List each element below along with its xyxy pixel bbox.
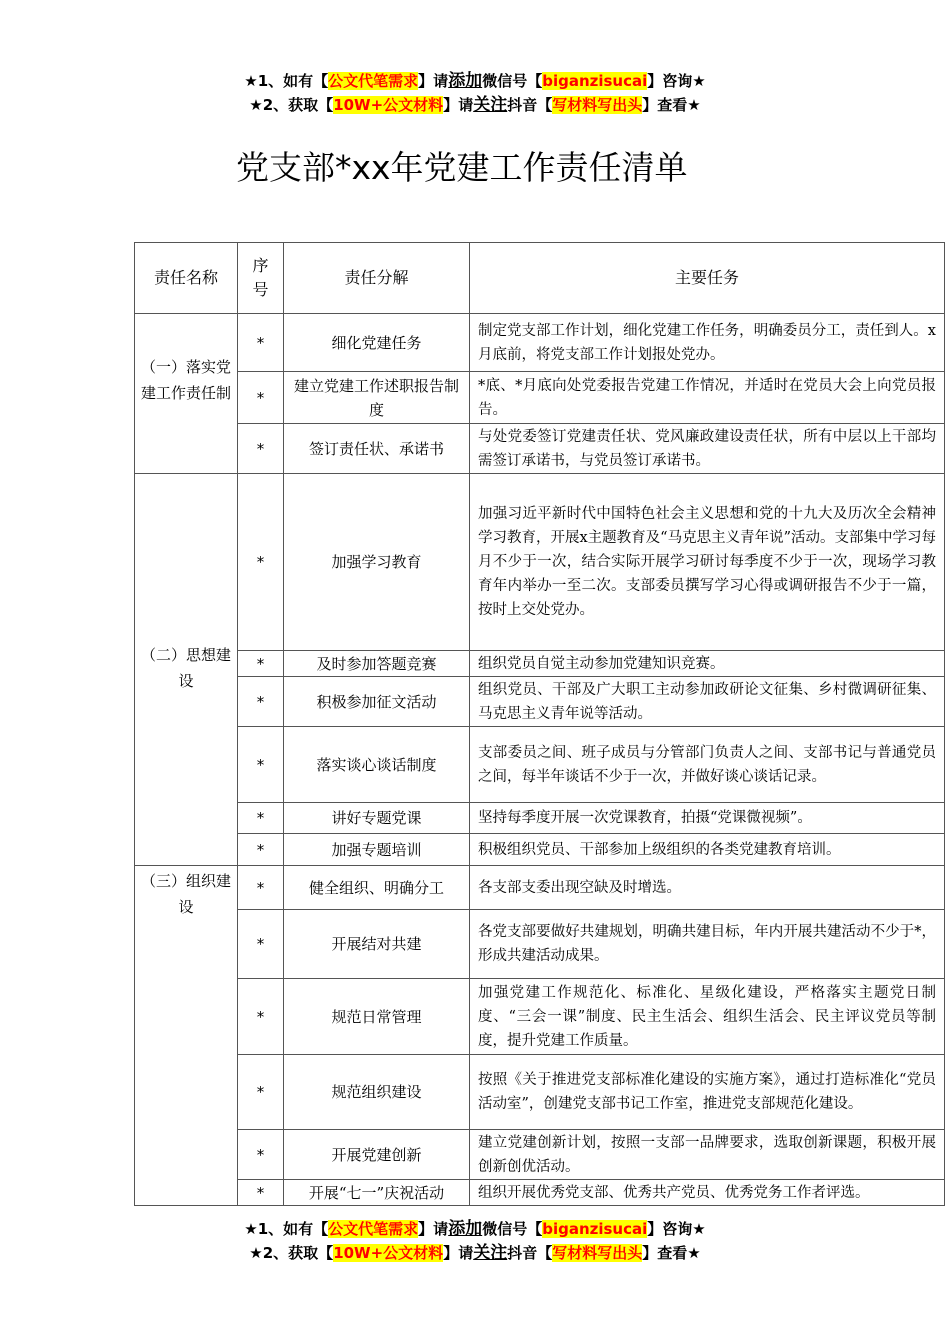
sub-cell: 开展党建创新 [284, 1130, 470, 1180]
banner-text: 抖音【 [507, 96, 553, 114]
table-row [135, 979, 945, 1055]
banner-emphasis: 关注 [473, 1243, 508, 1263]
banner-text: 】咨询★ [647, 1220, 706, 1238]
sub-cell: 积极参加征文活动 [284, 677, 470, 727]
banner-emphasis: 关注 [473, 95, 508, 115]
task-cell: 组织开展优秀党支部、优秀共产党员、优秀党务工作者评选。 [470, 1180, 945, 1206]
banner-text: ★2、获取【 [249, 96, 334, 114]
task-cell: 按照《关于推进党支部标准化建设的实施方案》，通过打造标准化“党员活动室”，创建党支部书记工作室，推进党支部规范化建设。 [470, 1055, 945, 1130]
table-row [135, 424, 945, 474]
number-cell: * [238, 474, 284, 651]
banner-text: 】查看★ [642, 1244, 701, 1262]
number-cell: * [238, 677, 284, 727]
table-row [135, 651, 945, 677]
number-cell: * [238, 834, 284, 866]
task-cell: 支部委员之间、班子成员与分管部门负责人之间、支部书记与普通党员之间，每半年谈话不少于一次，并做好谈心谈话记录。 [470, 727, 945, 803]
number-cell: * [238, 1130, 284, 1180]
number-cell: * [238, 910, 284, 979]
banner-text: ★1、如有【 [244, 72, 329, 90]
task-cell: 坚持每季度开展一次党课教育，拍摄“党课微视频”。 [470, 803, 945, 834]
banner-text: 微信号【 [482, 1220, 543, 1238]
table-row [135, 910, 945, 979]
sub-cell: 细化党建任务 [284, 314, 470, 372]
task-cell: 加强习近平新时代中国特色社会主义思想和党的十九大及历次全会精神学习教育，开展x主题教育及“马克思主义青年说”活动。支部集中学习每月不少于一次，结合实际开展学习研讨每季度不少于一次，现场学习教育年内举办一至二次。支部委员撰写学习心得或调研报告不少于一篇，按时上交处党办。 [470, 474, 945, 651]
header-number: 序号 [238, 243, 284, 314]
banner-text: 】查看★ [642, 96, 701, 114]
sub-cell: 加强学习教育 [284, 474, 470, 651]
number-cell: * [238, 979, 284, 1055]
header-category: 责任名称 [135, 243, 238, 314]
banner-highlight: 公文代笔需求 [328, 1220, 419, 1238]
banner-highlight: 公文代笔需求 [328, 72, 419, 90]
number-cell: * [238, 727, 284, 803]
table-row [135, 677, 945, 727]
number-cell: * [238, 1180, 284, 1206]
number-cell: * [238, 803, 284, 834]
banner-text: 微信号【 [482, 72, 543, 90]
task-cell: *底、*月底向处党委报告党建工作情况，并适时在党员大会上向党员报告。 [470, 372, 945, 424]
sub-cell: 加强专题培训 [284, 834, 470, 866]
table-row [135, 372, 945, 424]
banner-highlight: biganzisucai [542, 72, 648, 90]
sub-cell: 规范组织建设 [284, 1055, 470, 1130]
top-banner-line2 [0, 94, 950, 116]
task-cell: 各党支部要做好共建规划，明确共建目标，年内开展共建活动不少于*，形成共建活动成果。 [470, 910, 945, 979]
banner-highlight: biganzisucai [542, 1220, 648, 1238]
bottom-banner-line2 [0, 1242, 950, 1264]
banner-text: 】请 [418, 72, 449, 90]
task-cell: 加强党建工作规范化、标准化、星级化建设，严格落实主题党日制度、“三会一课”制度、民主生活会、组织生活会、民主评议党员等制度，提升党建工作质量。 [470, 979, 945, 1055]
banner-highlight: 写材料写出头 [552, 1244, 643, 1262]
banner-text: 】请 [443, 1244, 474, 1262]
sub-cell: 开展结对共建 [284, 910, 470, 979]
sub-cell: 开展“七一”庆祝活动 [284, 1180, 470, 1206]
table-row [135, 1180, 945, 1206]
table-row [135, 866, 945, 910]
number-cell: * [238, 314, 284, 372]
top-banner-line1 [0, 70, 950, 92]
table-row [135, 1055, 945, 1130]
table-row [135, 314, 945, 372]
category-cell: （一）落实党建工作责任制 [135, 314, 238, 474]
banner-text: 抖音【 [507, 1244, 553, 1262]
number-cell: * [238, 866, 284, 910]
category-cell: （二）思想建设 [135, 474, 238, 866]
table-row [135, 803, 945, 834]
banner-text: 】咨询★ [647, 72, 706, 90]
header-task: 主要任务 [470, 243, 945, 314]
task-cell: 与处党委签订党建责任状、党风廉政建设责任状，所有中层以上干部均需签订承诺书，与党员签订承诺书。 [470, 424, 945, 474]
number-cell: * [238, 1055, 284, 1130]
banner-emphasis: 添加 [448, 1219, 483, 1239]
task-cell: 各支部支委出现空缺及时增选。 [470, 866, 945, 910]
task-cell: 组织党员自觉主动参加党建知识竞赛。 [470, 651, 945, 677]
table-row [135, 474, 945, 651]
responsibility-table [134, 242, 945, 1206]
banner-text: 】请 [443, 96, 474, 114]
number-cell: * [238, 651, 284, 677]
table-row [135, 834, 945, 866]
banner-highlight: 10W+公文材料 [333, 96, 444, 114]
category-cell: （三）组织建设 [135, 866, 238, 1206]
task-cell: 积极组织党员、干部参加上级组织的各类党建教育培训。 [470, 834, 945, 866]
sub-cell: 讲好专题党课 [284, 803, 470, 834]
sub-cell: 及时参加答题竞赛 [284, 651, 470, 677]
header-sub: 责任分解 [284, 243, 470, 314]
banner-highlight: 10W+公文材料 [333, 1244, 444, 1262]
number-cell: * [238, 424, 284, 474]
sub-cell: 落实谈心谈话制度 [284, 727, 470, 803]
table-row [135, 1130, 945, 1180]
sub-cell: 健全组织、明确分工 [284, 866, 470, 910]
table-header-row [135, 243, 945, 314]
task-cell: 制定党支部工作计划，细化党建工作任务，明确委员分工，责任到人。x月底前，将党支部工作计划报处党办。 [470, 314, 945, 372]
banner-text: 】请 [418, 1220, 449, 1238]
sub-cell: 建立党建工作述职报告制度 [284, 372, 470, 424]
number-cell: * [238, 372, 284, 424]
task-cell: 组织党员、干部及广大职工主动参加政研论文征集、乡村微调研征集、马克思主义青年说等活动。 [470, 677, 945, 727]
banner-emphasis: 添加 [448, 71, 483, 91]
page-title: 党支部*xx年党建工作责任清单 [236, 148, 688, 187]
bottom-banner-line1 [0, 1218, 950, 1240]
banner-text: ★2、获取【 [249, 1244, 334, 1262]
banner-highlight: 写材料写出头 [552, 96, 643, 114]
banner-text: ★1、如有【 [244, 1220, 329, 1238]
sub-cell: 签订责任状、承诺书 [284, 424, 470, 474]
sub-cell: 规范日常管理 [284, 979, 470, 1055]
table-row [135, 727, 945, 803]
task-cell: 建立党建创新计划，按照一支部一品牌要求，选取创新课题，积极开展创新创优活动。 [470, 1130, 945, 1180]
